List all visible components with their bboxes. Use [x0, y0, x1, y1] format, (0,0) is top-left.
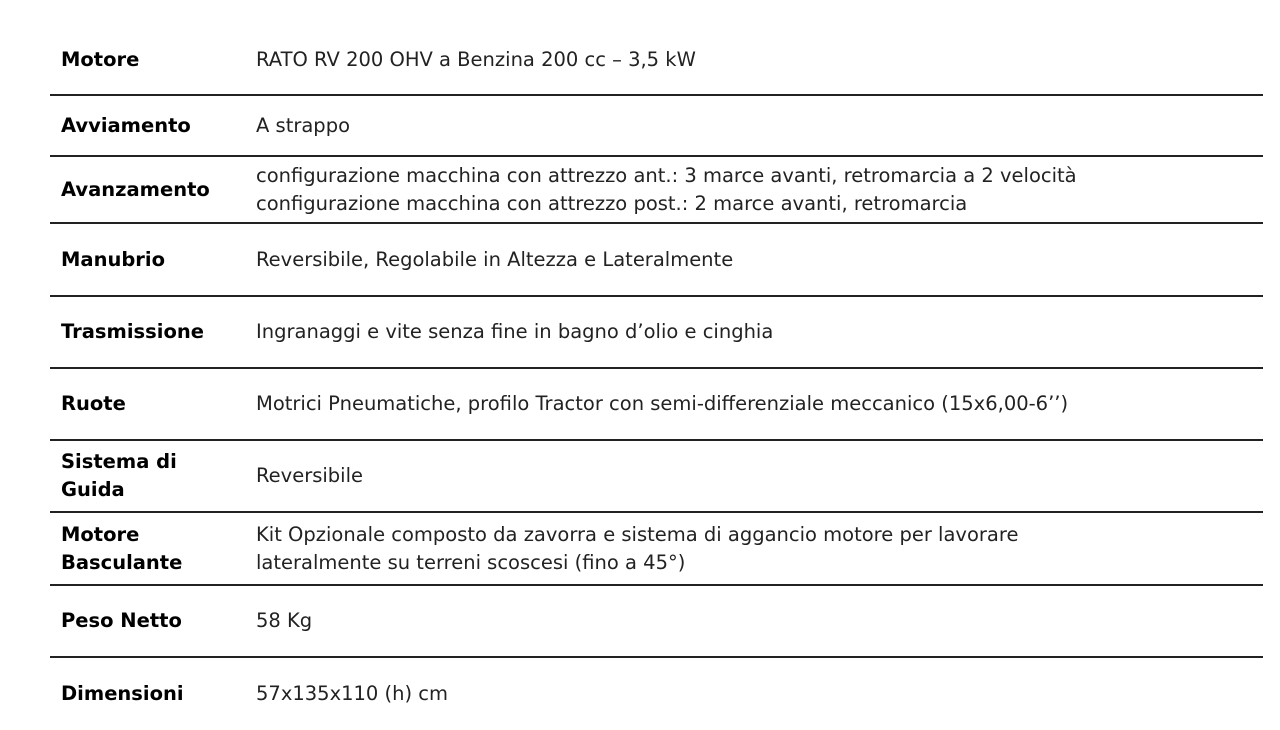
- spec-value-line: Kit Opzionale composto da zavorra e sistema di aggancio motore per lavorare: [256, 522, 1019, 546]
- spec-label: Avviamento: [61, 113, 191, 137]
- spec-label: Sistema di Guida: [61, 450, 177, 501]
- spec-value-line: configurazione macchina con attrezzo post.: 2 marce avanti, retromarcia: [256, 191, 968, 215]
- spec-value: RATO RV 200 OHV a Benzina 200 cc – 3,5 kW: [256, 47, 696, 71]
- spec-value: 57x135x110 (h) cm: [256, 682, 449, 705]
- spec-label: Manubrio: [61, 247, 165, 271]
- spec-row-motore-basculante: [50, 513, 1263, 586]
- spec-label: Motore Basculante: [61, 522, 183, 574]
- spec-row-manubrio: [50, 224, 1263, 297]
- spec-label: Avanzamento: [61, 177, 210, 201]
- spec-row-ruote: [50, 369, 1263, 441]
- spec-value: Reversibile, Regolabile in Altezza e Lateralmente: [256, 247, 734, 271]
- spec-row-peso-netto: [50, 586, 1263, 658]
- spec-row-trasmissione: [50, 297, 1263, 369]
- spec-value: A strappo: [256, 113, 350, 137]
- spec-label: Dimensioni: [61, 682, 184, 705]
- spec-row-dimensioni: [50, 658, 1263, 730]
- spec-label: Motore: [61, 47, 140, 71]
- spec-label: Peso Netto: [61, 609, 182, 632]
- spec-row-sistema-di-guida: [50, 441, 1263, 513]
- spec-value: 58 Kg: [256, 609, 313, 632]
- spec-value: Motrici Pneumatiche, profilo Tractor con semi-differenziale meccanico (15x6,00-6’’): [256, 392, 1069, 415]
- spec-row-avanzamento: [50, 157, 1263, 224]
- spec-label: Trasmissione: [61, 320, 204, 343]
- spec-value: [256, 521, 1263, 577]
- spec-row-motore: [50, 25, 1263, 96]
- spec-row-avviamento: [50, 96, 1263, 157]
- spec-label: Ruote: [61, 392, 126, 415]
- spec-value: Ingranaggi e vite senza fine in bagno d’olio e cinghia: [256, 320, 774, 343]
- spec-value-line: configurazione macchina con attrezzo ant.: 3 marce avanti, retromarcia a 2 velocità: [256, 163, 1077, 187]
- spec-value: Reversibile: [256, 464, 364, 487]
- spec-value-line: lateralmente su terreni scoscesi (fino a 45°): [256, 550, 686, 574]
- spec-value: [256, 162, 1263, 218]
